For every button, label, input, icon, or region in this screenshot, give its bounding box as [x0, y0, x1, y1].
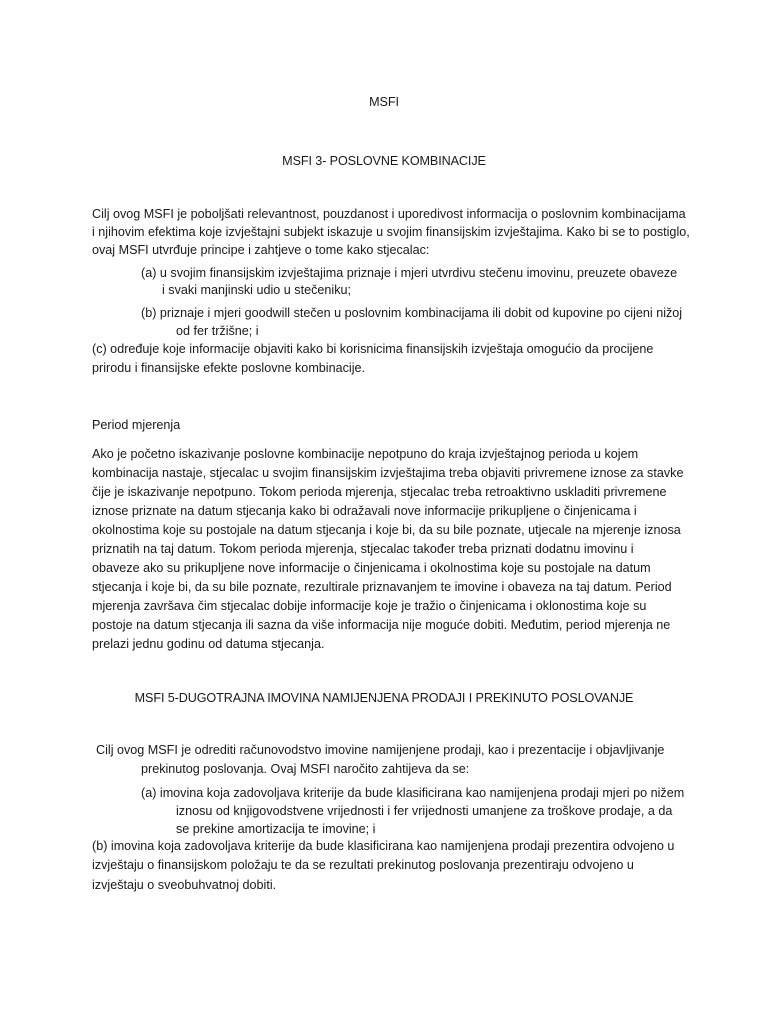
paragraph-line: obaveze ako su prikupljene nove informacije o činjenicama i okolnostima koje su postojale na datum [92, 561, 651, 575]
list-item-a-cont: iznosu od knjigovodstvene vrijednosti i fer vrijednosti umanjene za troškove prodaje, a da [176, 804, 673, 818]
paragraph-line: okolnostima koje su postojale na datum stjecanja i koje bi, da su bile poznate, utjecale na mjerenje iznosa [92, 523, 681, 537]
section-heading-msfi5: MSFI 5-DUGOTRAJNA IMOVINA NAMIJENJENA PRODAJI I PREKINUTO POSLOVANJE [134, 691, 634, 705]
list-item-a: (a) imovina koja zadovoljava kriterije da bude klasificirana kao namijenjena prodaji mjeri po nižem [141, 786, 685, 800]
paragraph-line: stjecanja i koje bi, da su bile poznate, rezultirale priznavanjem te imovine i obaveza na taj datum. Period [92, 580, 672, 594]
paragraph-line: iznose priznate na datum stjecanja kako bi odražavali nove informacije prikupljene o činjenicama i [92, 504, 637, 518]
list-item-a-cont: se prekine amortizacija te imovine; i [176, 822, 376, 836]
list-item-b-cont: izvještaju o sveobuhvatnoj dobiti. [92, 878, 277, 892]
paragraph-line: postoje na datum stjecanja ili sazna da više informacija nije moguće dobiti. Međutim, period mjerenja ne [92, 618, 671, 632]
list-item-b: (b) imovina koja zadovoljava kriterije da bude klasificirana kao namijenjena prodaji prezentira odvojeno u [92, 839, 675, 853]
paragraph-line: ovaj MSFI utvrđuje principe i zahtjeve o tome kako stjecalac: [92, 243, 430, 257]
subheading-period: Period mjerenja [92, 418, 181, 432]
paragraph-line: Cilj ovog MSFI je poboljšati relevantnost, pouzdanost i uporedivost informacija o poslovnim kombinacijama [92, 207, 686, 221]
paragraph-line: priznatih na taj datum. Tokom perioda mjerenja, stjecalac također treba priznati dodatnu imovinu i [92, 542, 634, 556]
paragraph-line: Cilj ovog MSFI je odrediti računovodstvo imovine namijenjene prodaji, kao i prezentacije i objavljivanje [96, 743, 665, 757]
list-item-a-cont: i svaki manjinski udio u stečeniku; [162, 283, 351, 297]
section-heading-msfi3: MSFI 3- POSLOVNE KOMBINACIJE [282, 154, 486, 168]
list-item-b: (b) priznaje i mjeri goodwill stečen u poslovnim kombinacijama ili dobit od kupovine po cijeni nižoj [141, 306, 683, 320]
list-item-c-cont: prirodu i finansijske efekte poslovne kombinacije. [92, 361, 366, 375]
paragraph-line: čije je iskazivanje nepotpuno. Tokom perioda mjerenja, stjecalac treba retroaktivno uskladiti privremene [92, 485, 667, 499]
paragraph-line: kombinacija nastaje, stjecalac u svojim finansijskim izvještajima treba objaviti privremene iznose za stavke [92, 466, 684, 480]
paragraph-line: Ako je početno iskazivanje poslovne kombinacije nepotpuno do kraja izvještajnog perioda u kojem [92, 447, 639, 461]
paragraph-line-cont: prekinutog poslovanja. Ovaj MSFI naročito zahtijeva da se: [141, 762, 470, 776]
paragraph-line: i njihovim efektima koje izvještajni subjekt iskazuje u svojim finansijskim izvještajima. Kako bi se to postiglo, [92, 225, 690, 239]
document-title: MSFI [369, 95, 399, 109]
paragraph-line: mjerenja završava čim stjecalac dobije informacije koje je tražio o činjenicama i oklonostima koje su [92, 599, 647, 613]
list-item-c: (c) određuje koje informacije objaviti kako bi korisnicima finansijskih izvještaja omogućio da procijene [92, 342, 654, 356]
list-item-a: (a) u svojim finansijskim izvještajima priznaje i mjeri utvrdivu stečenu imovinu, preuzete obaveze [141, 266, 678, 280]
list-item-b-cont: od fer tržišne; i [176, 324, 259, 338]
list-item-b-cont: izvještaju o finansijskom položaju te da se rezultati prekinutog poslovanja prezentiraju odvojeno u [92, 858, 634, 872]
paragraph-line: prelazi jednu godinu od datuma stjecanja. [92, 637, 325, 651]
